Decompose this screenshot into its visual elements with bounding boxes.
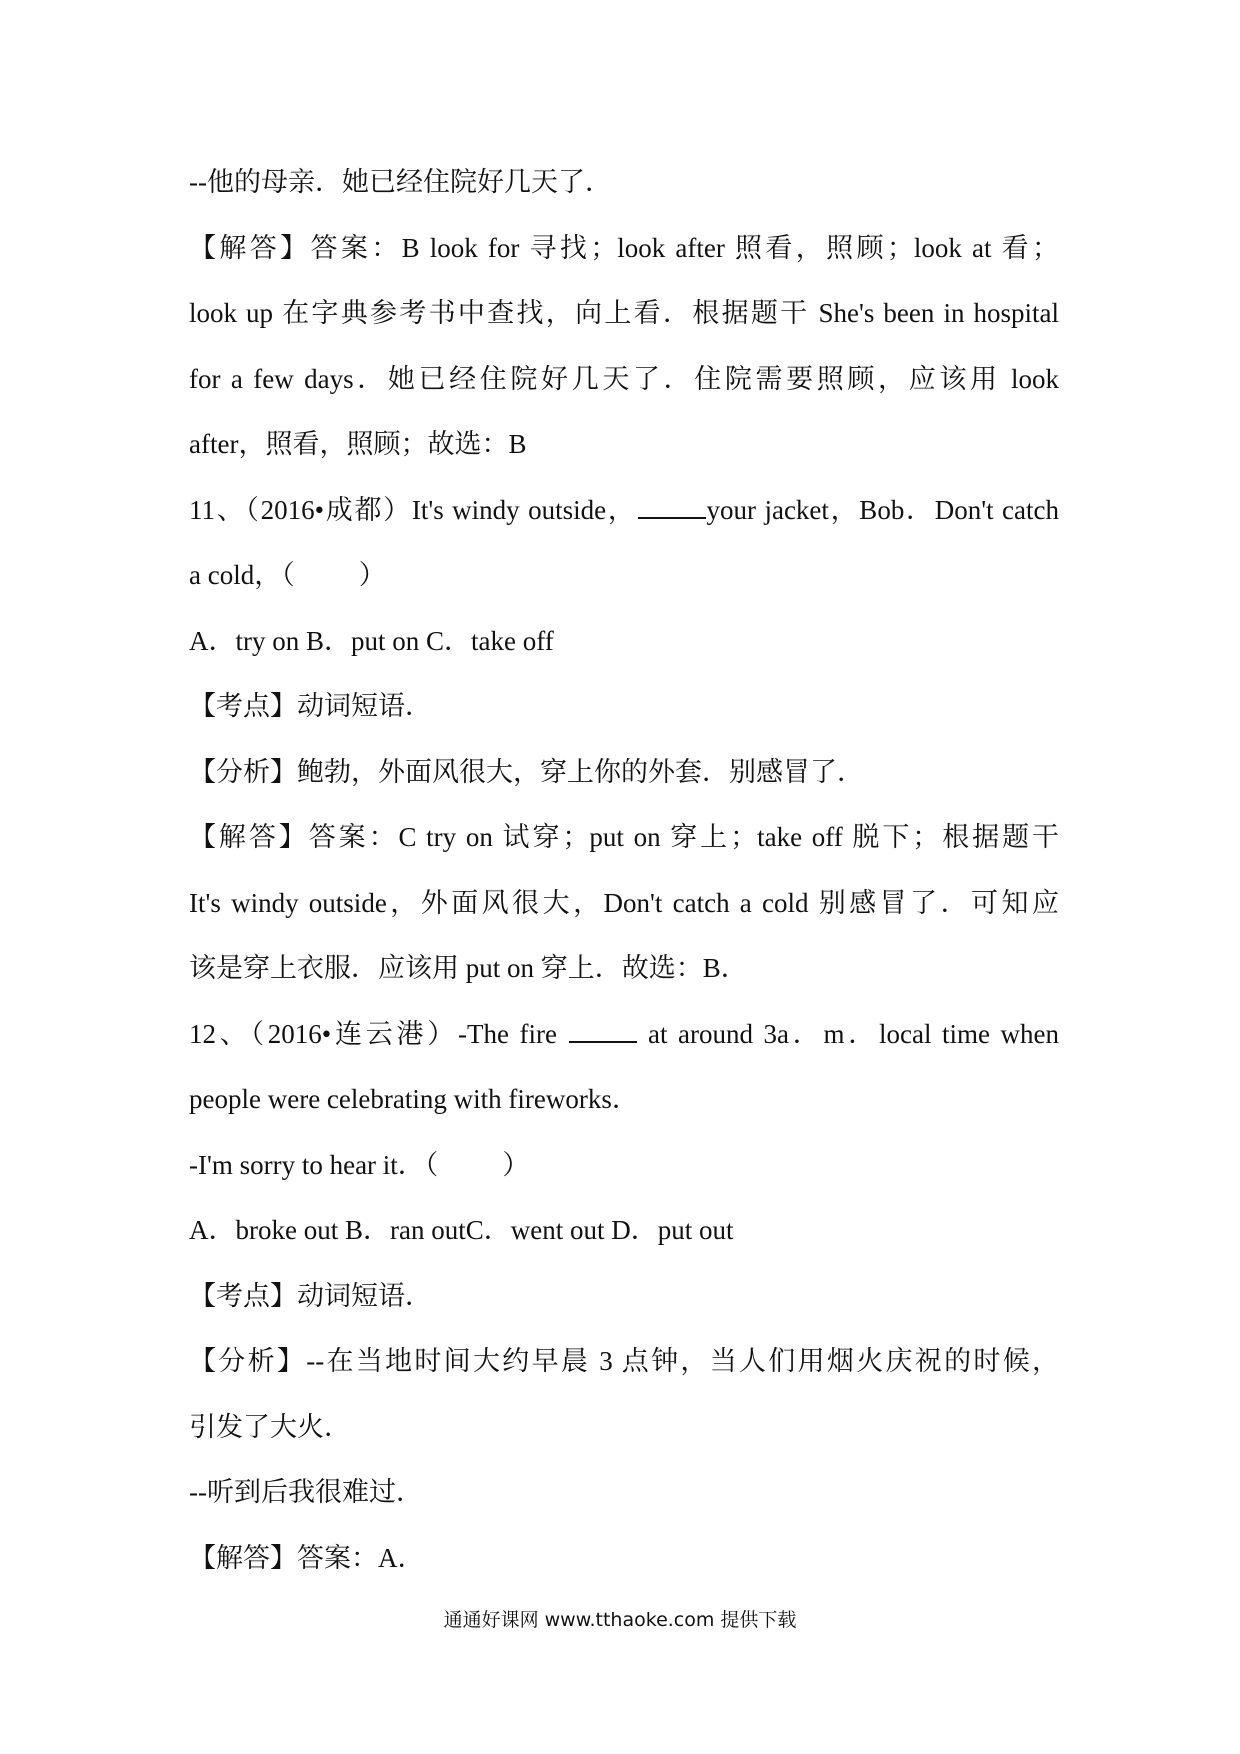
question-12-text-before-blank: 12、（2016•连云港）-The fire: [189, 1018, 568, 1049]
question-11-stem-end: [189, 543, 1059, 609]
text-line: look up 在字典参考书中查找，向上看．根据题干 She's been in hospital: [189, 298, 1059, 328]
question-12-text-after-blank: at around 3a．m．local time when: [637, 1018, 1060, 1049]
text-before-parentheses: a cold，（: [189, 560, 295, 590]
answer-blank: [638, 493, 706, 519]
text-line: 【解答】答案：A．: [189, 1542, 425, 1573]
text-line: 【考点】动词短语．: [189, 1280, 432, 1311]
text-before-parentheses: -I'm sorry to hear it．（: [189, 1149, 439, 1180]
text-line: 引发了大火．: [189, 1411, 351, 1442]
question-11-text-before-blank: 11、（2016•成都）It's windy outside，: [189, 494, 637, 525]
text-line: --听到后我很难过．: [189, 1477, 423, 1507]
closing-parenthesis: ）: [502, 1149, 530, 1180]
text-line: people were celebrating with fireworks．: [189, 1084, 639, 1114]
question-12-stem: [189, 1002, 1059, 1068]
answer-blank: [569, 1017, 637, 1043]
text-line: --他的母亲．她已经住院好几天了．: [189, 167, 612, 197]
text-line: 【分析】鲍勃，外面风很大，穿上你的外套．别感冒了．: [189, 756, 864, 787]
text-line: for a few days．她已经住院好几天了．住院需要照顾，应该用 look: [189, 363, 1059, 394]
text-line: It's windy outside，外面风很大，Don't catch a cold 别感冒了．可知应: [189, 887, 1059, 918]
text-line: 【解答】答案：C try on 试穿；put on 穿上；take off 脱下；根据题干: [189, 822, 1059, 852]
text-line: 【考点】动词短语．: [189, 691, 432, 721]
text-line: 该是穿上衣服．应该用 put on 穿上．故选：B．: [189, 953, 748, 983]
document-body: [189, 150, 1059, 1591]
closing-parenthesis: ）: [358, 560, 386, 590]
text-line: 【分析】--在当地时间大约早晨 3 点钟，当人们用烟火庆祝的时候，: [189, 1346, 1059, 1376]
text-line: 【解答】答案：B look for 寻找；look after 照看，照顾；look at 看；: [189, 232, 1059, 263]
question-12-response: [189, 1133, 1059, 1199]
question-11-stem: [189, 478, 1059, 544]
question-12-options: A．broke out B．ran outC．went out D．put out: [189, 1215, 734, 1245]
question-11-text-after-blank: your jacket，Bob．Don't catch: [706, 494, 1059, 525]
text-line: after，照看，照顾；故选：B: [189, 429, 527, 459]
page-footer: 通通好课网 www.tthaoke.com 提供下载: [443, 1609, 797, 1631]
question-11-options: A．try on B．put on C．take off: [189, 625, 554, 656]
